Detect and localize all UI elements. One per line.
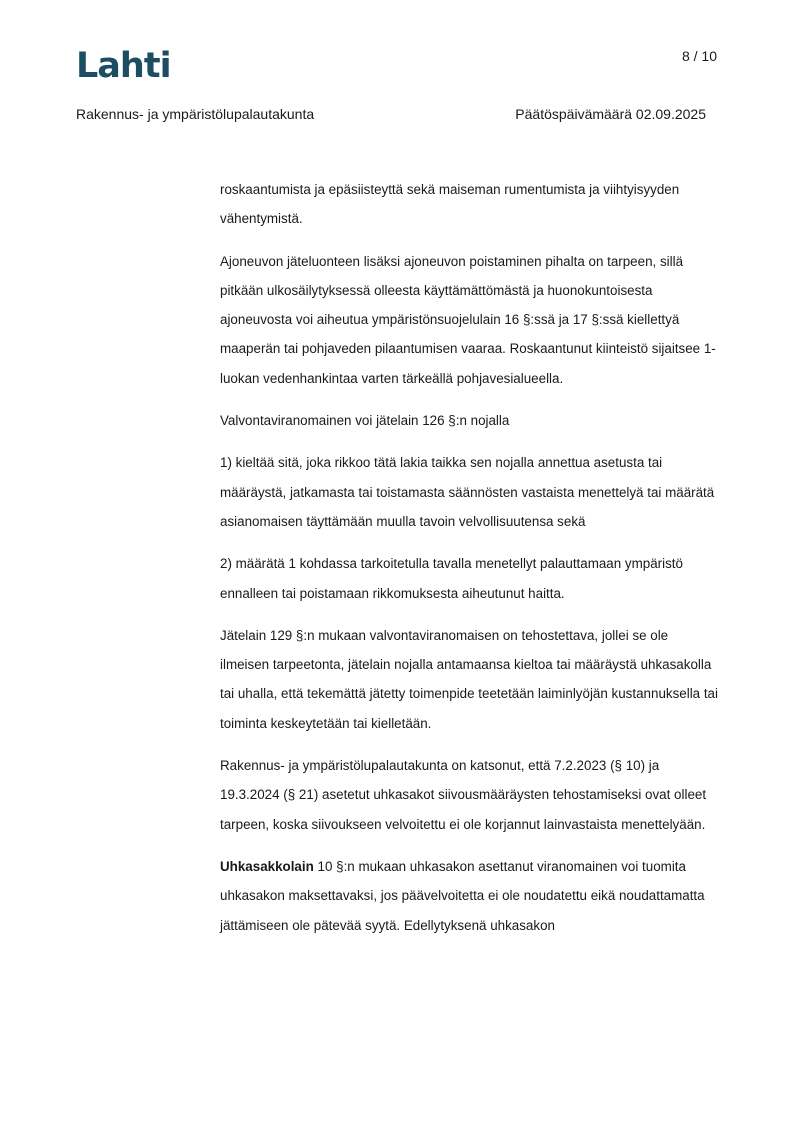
paragraph-7: Rakennus- ja ympäristölupalautakunta on katsonut, että 7.2.2023 (§ 10) ja 19.3.2024 (§ 21) asetetut uhkasakot siivousmääräysten tehostamiseksi ovat olleet tarpeen, koska siivoukseen velvoitettu ei ole korjannut lainvastaista menettelyään. <box>220 758 707 832</box>
lahti-logo: Lahti <box>76 46 171 86</box>
paragraph-8-bold: Uhkasakkolain <box>220 858 314 874</box>
paragraph-4: 1) kieltää sitä, joka rikkoo tätä lakia taikka sen nojalla annettua asetusta tai määräystä, jatkamasta tai toistamasta säännösten vastaista menettelyä tai määrätä asianomaisen täyttämään muulla tavoin velvollisuutensa sekä <box>220 455 715 529</box>
paragraph-8 <box>220 852 720 940</box>
paragraph-3: Valvontaviranomainen voi jätelain 126 §:n nojalla <box>220 413 510 429</box>
decision-date: Päätöspäivämäärä 02.09.2025 <box>515 106 706 122</box>
paragraph-5: 2) määrätä 1 kohdassa tarkoitetulla tavalla menetellyt palauttamaan ympäristö ennalleen tai poistamaan rikkomuksesta aiheutunut haitta. <box>220 556 683 601</box>
document-body <box>220 175 720 953</box>
committee-name: Rakennus- ja ympäristölupalautakunta <box>76 106 315 122</box>
paragraph-6: Jätelain 129 §:n mukaan valvontaviranomaisen on tehostettava, jollei se ole ilmeisen tarpeetonta, jätelain nojalla antamaansa kieltoa tai määräystä uhkasakolla tai uhalla, että tekemättä jätetty toimenpide teetetään laiminlyöjän kustannuksella tai toiminta keskeytetään tai kielletään. <box>220 627 718 731</box>
paragraph-1: roskaantumista ja epäsiisteyttä sekä maiseman rumentumista ja viihtyisyyden vähentymistä. <box>220 182 680 227</box>
paragraph-2: Ajoneuvon jäteluonteen lisäksi ajoneuvon poistaminen pihalta on tarpeen, sillä pitkään ulkosäilytyksessä olleesta käyttämättömästä ja huonokuntoisesta ajoneuvosta voi aiheutua ympäristönsuojelulain 16 §:ssä ja 17 §:ssä kiellettyä maaperän tai pohjaveden pilaantumisen vaaraa. Roskaantunut kiinteistö sijaitsee 1-luokan vedenhankintaa varten tärkeällä pohjavesialueella. <box>220 253 716 386</box>
paragraph-8-text: 10 §:n mukaan uhkasakon asettanut viranomainen voi tuomita uhkasakon maksettavaksi, jos päävelvoitetta ei ole noudatettu eikä noudattamatta jättämiseen ole pätevää syytä. Edellytyksenä uhkasakon <box>220 858 705 933</box>
page-number: 8 / 10 <box>681 48 717 64</box>
